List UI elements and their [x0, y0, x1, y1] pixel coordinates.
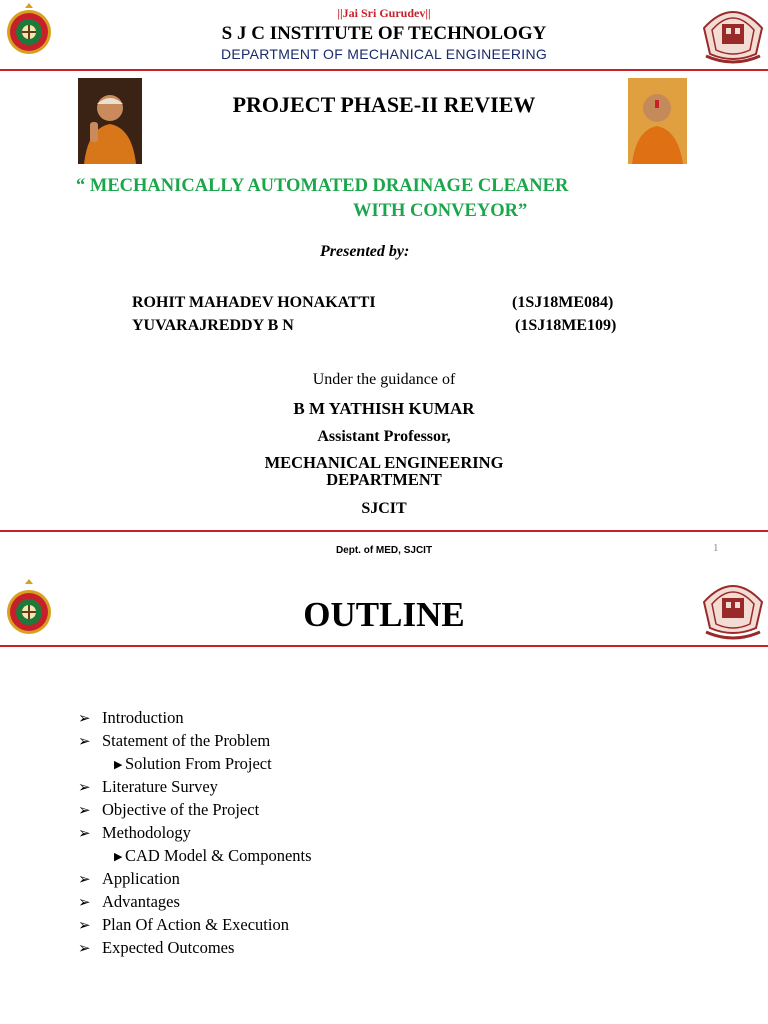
- list-item: ➢ Advantages: [78, 890, 312, 913]
- arrow-bullet-icon: ➢: [78, 872, 91, 888]
- arrow-bullet-icon: ➢: [78, 734, 91, 750]
- motto-text: ||Jai Sri Gurudev||: [337, 6, 431, 20]
- footer-text: Dept. of MED, SJCIT: [335, 545, 433, 556]
- guide-name: B M YATHISH KUMAR: [293, 399, 475, 418]
- header-divider: [0, 69, 768, 71]
- list-item: ➢ Introduction: [78, 706, 312, 729]
- list-item: ➢ Objective of the Project: [78, 798, 312, 821]
- project-title-line1: “ MECHANICALLY AUTOMATED DRAINAGE CLEANER: [76, 176, 569, 196]
- right-portrait-image: [628, 78, 687, 164]
- list-item: ➢ Methodology: [78, 821, 312, 844]
- outline-list: [78, 706, 312, 959]
- project-title-line2: WITH CONVEYOR”: [353, 201, 528, 221]
- outline-title: OUTLINE: [303, 595, 465, 634]
- list-item: ➢ Literature Survey: [78, 775, 312, 798]
- guide-designation: Assistant Professor,: [317, 428, 451, 445]
- left-portrait-image: [78, 78, 142, 164]
- department-name: DEPARTMENT OF MECHANICAL ENGINEERING: [220, 46, 548, 62]
- guidance-label: Under the guidance of: [312, 371, 456, 388]
- guide-department-line1: MECHANICAL ENGINEERING: [264, 453, 504, 472]
- list-item: ▶ Solution From Project: [78, 752, 312, 775]
- student-name-1: ROHIT MAHADEV HONAKATTI: [132, 294, 376, 311]
- arrow-bullet-icon: ➢: [78, 895, 91, 911]
- triangle-bullet-icon: ▶: [114, 851, 123, 863]
- footer-divider: [0, 530, 768, 532]
- institute-name: S J C INSTITUTE OF TECHNOLOGY: [221, 23, 547, 44]
- student-usn-2: (1SJ18ME109): [515, 317, 617, 334]
- arrow-bullet-icon: ➢: [78, 803, 91, 819]
- slide1-title: PROJECT PHASE-II REVIEW: [232, 92, 536, 117]
- arrow-bullet-icon: ➢: [78, 826, 91, 842]
- page-number: 1: [713, 542, 719, 554]
- student-name-2: YUVARAJREDDY B N: [132, 317, 294, 334]
- guide-department-line2: DEPARTMENT: [326, 470, 442, 489]
- triangle-bullet-icon: ▶: [114, 759, 123, 771]
- guide-institute: SJCIT: [361, 500, 407, 517]
- arrow-bullet-icon: ➢: [78, 941, 91, 957]
- list-item: ➢ Expected Outcomes: [78, 936, 312, 959]
- presented-by-label: Presented by:: [320, 243, 410, 260]
- outline-divider: [0, 645, 768, 647]
- list-item: ➢ Plan Of Action & Execution: [78, 913, 312, 936]
- arrow-bullet-icon: ➢: [78, 711, 91, 727]
- student-usn-1: (1SJ18ME084): [512, 294, 614, 311]
- list-item: ▶ CAD Model & Components: [78, 844, 312, 867]
- list-item: ➢ Application: [78, 867, 312, 890]
- arrow-bullet-icon: ➢: [78, 918, 91, 934]
- list-item: ➢ Statement of the Problem: [78, 729, 312, 752]
- arrow-bullet-icon: ➢: [78, 780, 91, 796]
